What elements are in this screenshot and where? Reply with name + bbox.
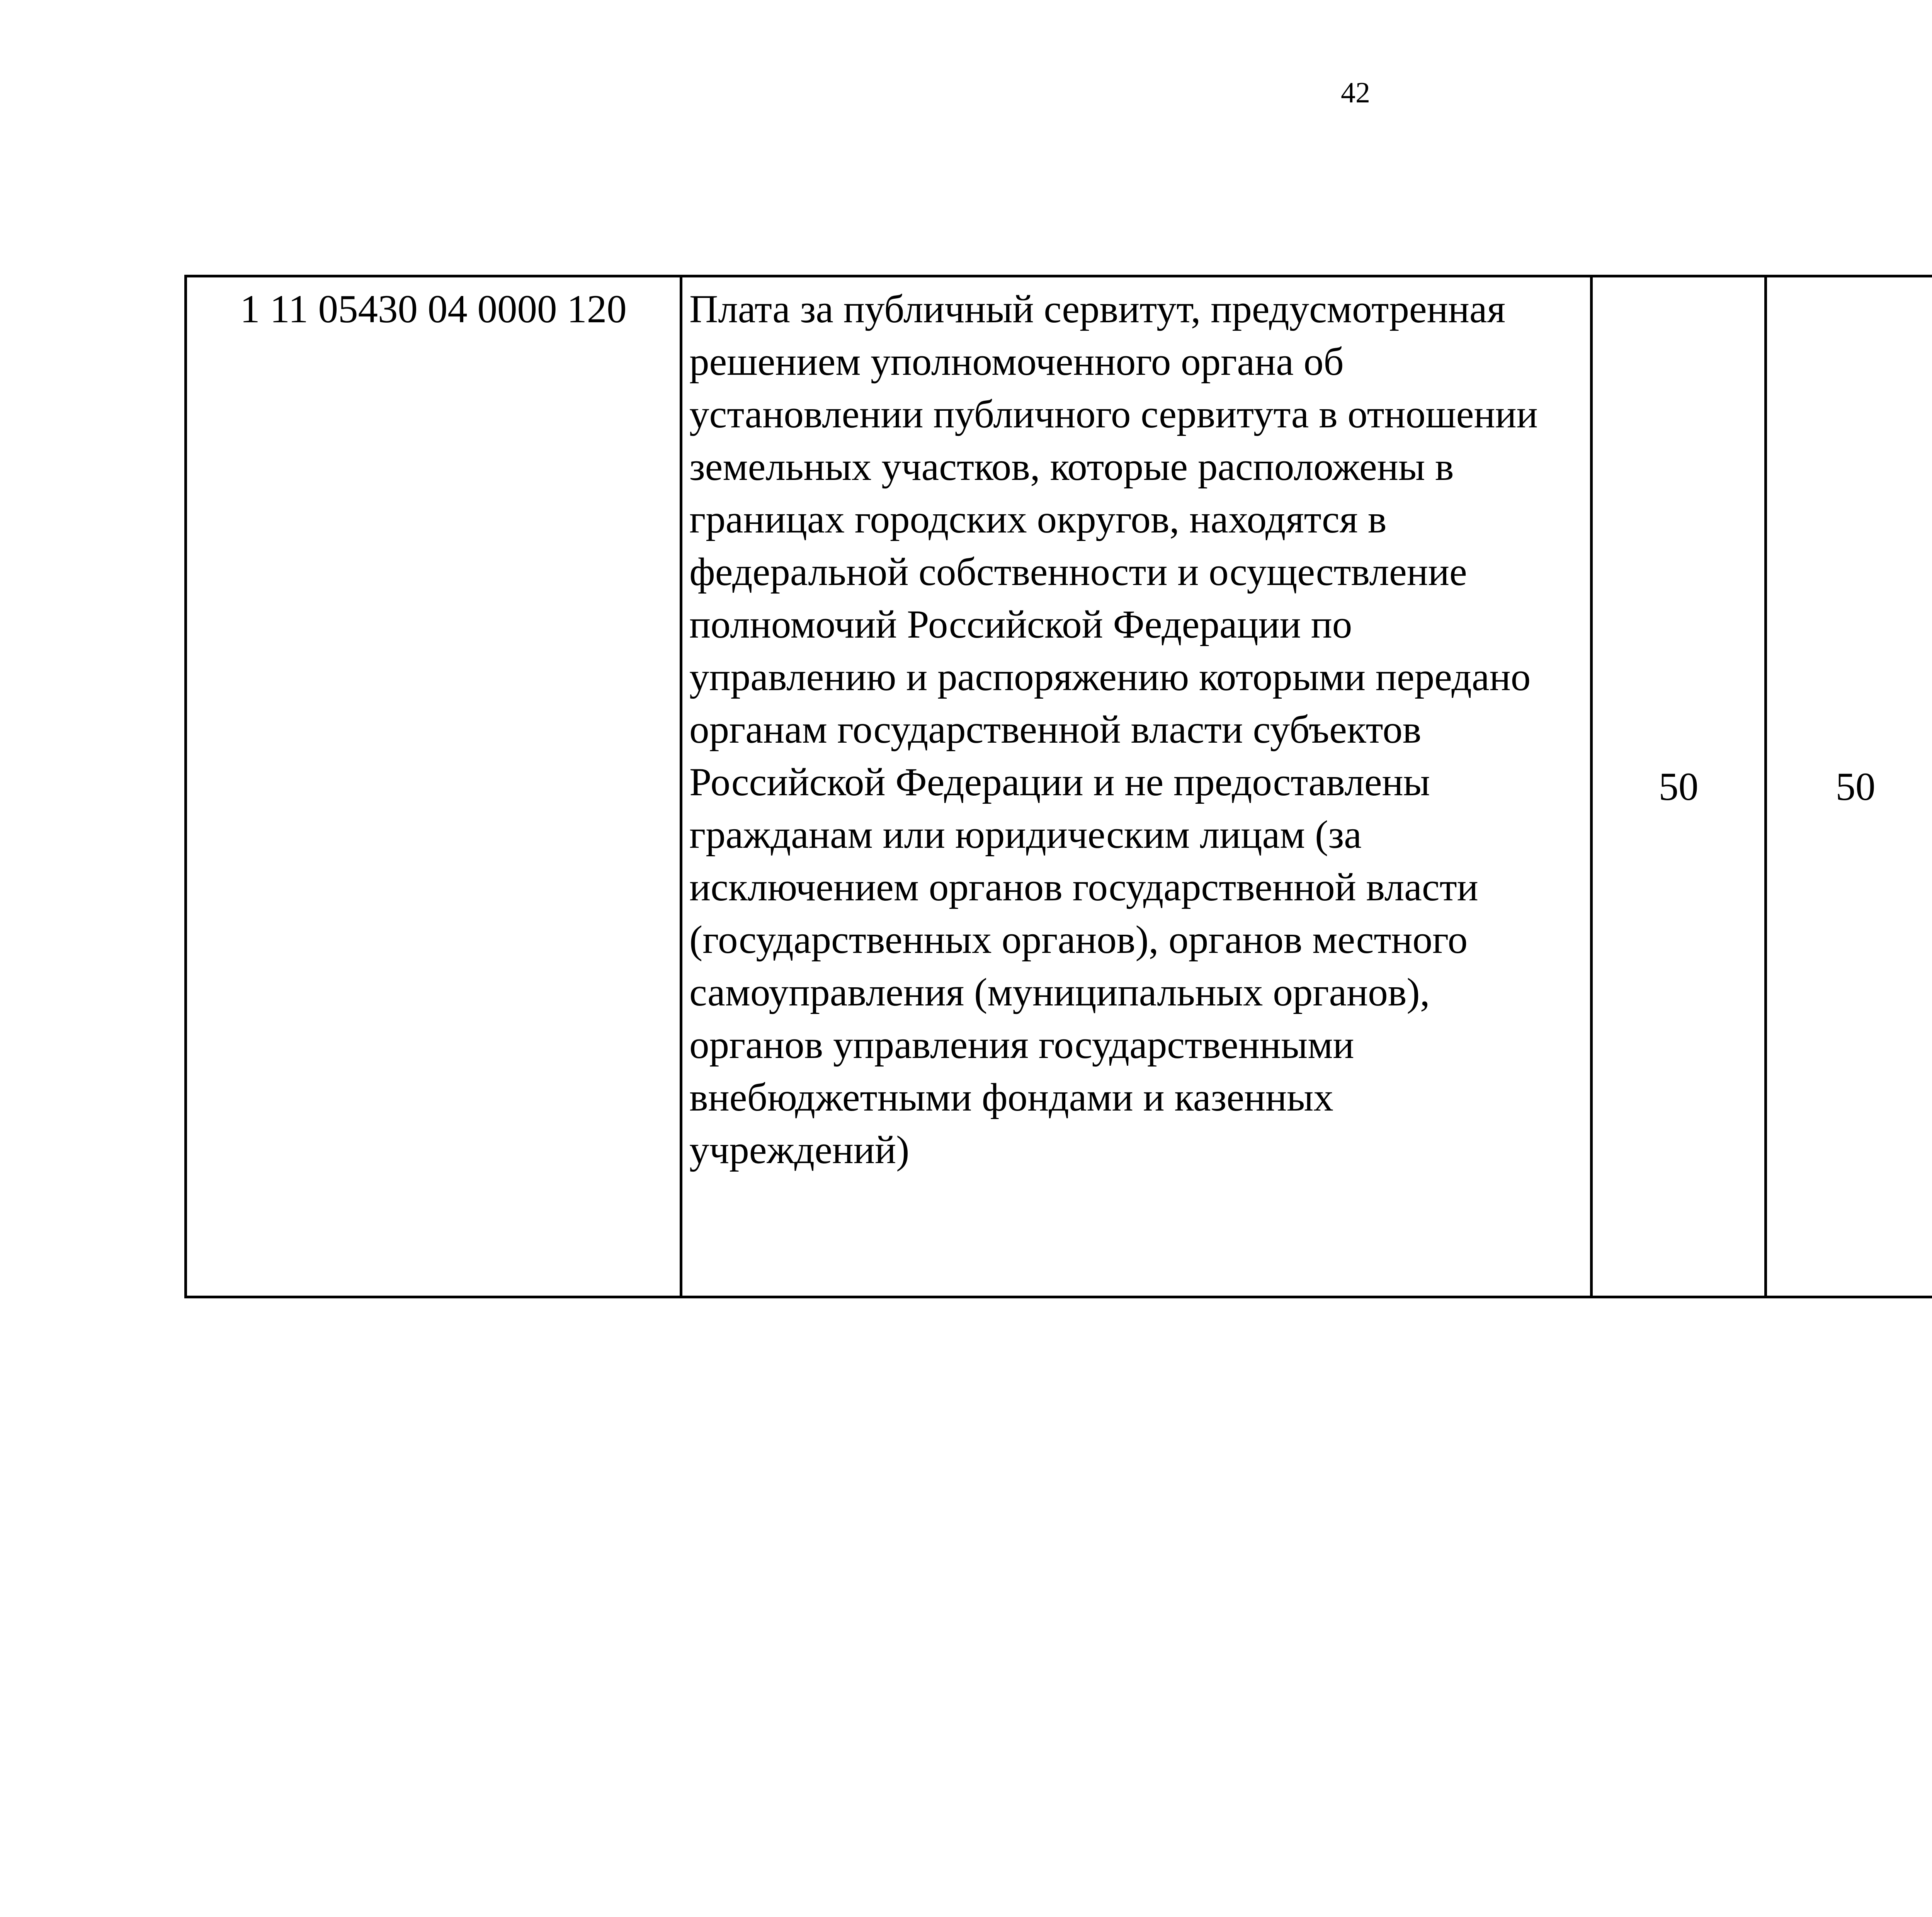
revenue-description-cell [681,276,1592,1297]
budget-classification-code: 1 11 05430 04 0000 120 [186,276,681,1297]
revenue-table [184,275,1932,1298]
page-number: 42 [1341,77,1370,109]
value-cell-1: 50 [1592,276,1766,1297]
revenue-description: Плата за публичный сервитут, предусмотренная решением уполномоченного органа об установлении публичного сервитута в отношении земельных участков, которые расположены в границах городских округов, находятся в федеральной собственности и осуществление полномочий Российской Федерации по управлению и распоряжению которыми передано органам государственной власти субъектов Российской Федерации и не предоставлены гражданам или юридическим лицам (за исключением органов государственной власти (государственных органов), органов местного самоуправления (муниципальных органов), органов управления государственными внебюджетными фондами и казенных учреждений) [689,287,1538,1172]
table-row [186,276,1932,1297]
value-cell-2: 50 [1766,276,1932,1297]
